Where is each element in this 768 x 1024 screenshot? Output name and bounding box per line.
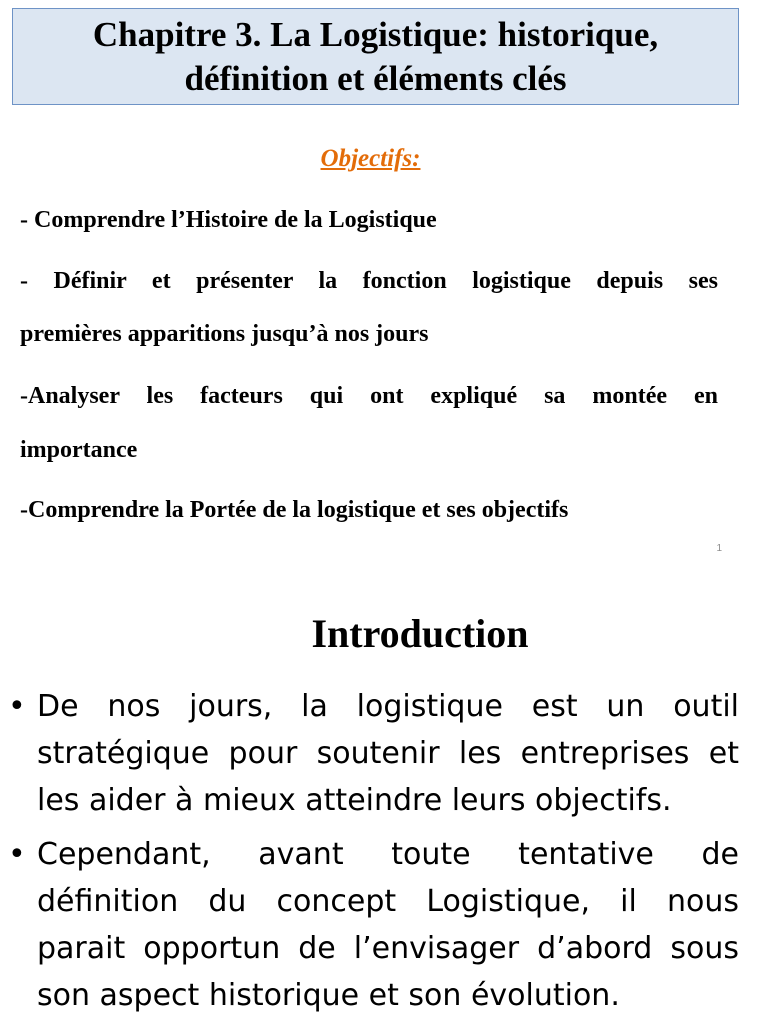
- chapter-title-line-2: définition et éléments clés: [184, 58, 567, 98]
- objective-item-continuation: premières apparitions jusqu’à nos jours: [20, 321, 429, 347]
- bullet-line: les aider à mieux atteindre leurs objectifs.: [37, 783, 672, 818]
- bullet-line: De nos jours, la logistique est un outil: [37, 689, 739, 724]
- chapter-title-line-1: Chapitre 3. La Logistique: historique,: [92, 14, 659, 54]
- bullet-line: parait opportun de l’envisager d’abord sous: [37, 931, 739, 966]
- objective-item-continuation: importance: [20, 437, 138, 463]
- bullet-line: stratégique pour soutenir les entreprises et: [37, 736, 739, 771]
- objectives-heading: Objectifs:: [320, 145, 421, 172]
- bullet-icon: •: [8, 689, 26, 724]
- objective-item: - Comprendre l’Histoire de la Logistique: [20, 207, 437, 233]
- bullet-icon: •: [8, 837, 26, 872]
- bullet-line: définition du concept Logistique, il nous: [37, 884, 739, 919]
- introduction-title: Introduction: [311, 611, 529, 656]
- objective-item: -Comprendre la Portée de la logistique et ses objectifs: [20, 497, 569, 523]
- slide-2: [0, 590, 768, 1024]
- chapter-title-box: [12, 8, 739, 105]
- page-number: 1: [716, 543, 722, 554]
- bullet-line: son aspect historique et son évolution.: [37, 978, 620, 1013]
- objective-item: - Définir et présenter la fonction logistique depuis ses: [20, 268, 718, 294]
- objective-item: -Analyser les facteurs qui ont expliqué sa montée en: [20, 383, 718, 409]
- bullet-line: Cependant, avant toute tentative de: [37, 837, 739, 872]
